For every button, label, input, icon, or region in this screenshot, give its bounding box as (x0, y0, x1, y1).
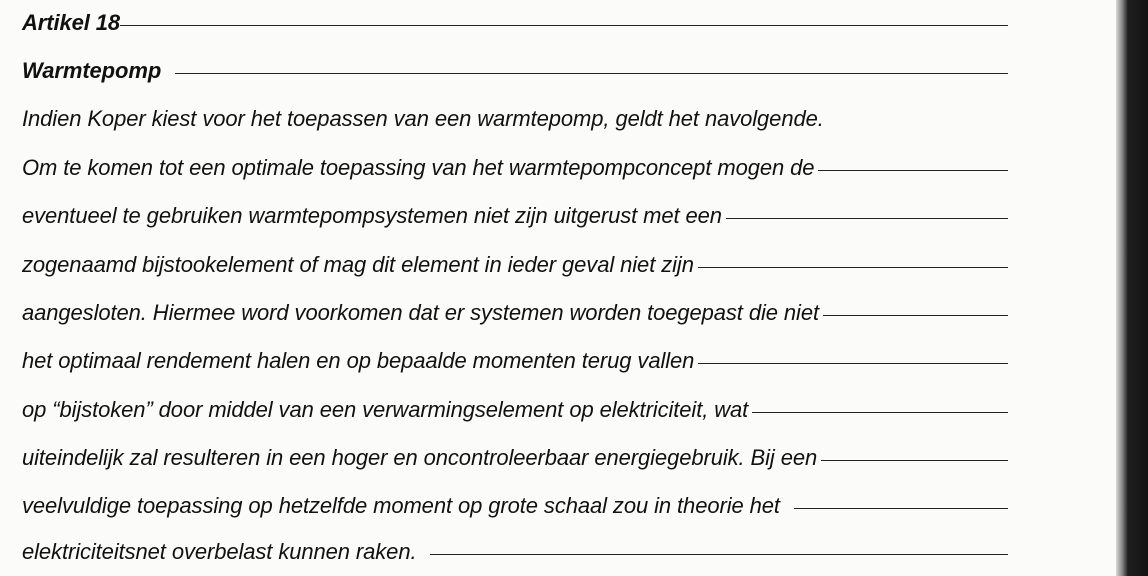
fill-rule (698, 267, 1008, 268)
fill-rule (698, 363, 1008, 364)
body-line (22, 196, 1008, 236)
body-line-text: Om te komen tot een optimale toepassing van het warmtepompconcept mogen de (22, 155, 815, 180)
fill-rule (752, 412, 1008, 413)
fill-rule (794, 508, 1008, 509)
article-number: Artikel 18 (22, 10, 121, 35)
body-line-text: het optimaal rendement halen en op bepaalde momenten terug vallen (22, 348, 695, 373)
body-line (22, 341, 1008, 381)
fill-rule (430, 554, 1008, 555)
article-title: Warmtepomp (22, 58, 162, 83)
body-line-text: aangesloten. Hiermee word voorkomen dat er systemen worden toegepast die niet (22, 300, 819, 325)
body-line-text: op “bijstoken” door middel van een verwarmingselement op elektriciteit, wat (22, 397, 749, 422)
body-line-text: eventueel te gebruiken warmtepompsystemen niet zijn uitgerust met een (22, 203, 722, 228)
fill-rule (821, 460, 1008, 461)
fill-rule (726, 218, 1008, 219)
scan-page-edge (1116, 0, 1148, 576)
body-line-text: Indien Koper kiest voor het toepassen van een warmtepomp, geldt het navolgende. (22, 106, 824, 131)
article-title-line (22, 51, 1008, 91)
body-line (22, 148, 1008, 188)
body-line (22, 245, 1008, 285)
body-line-text: elektriciteitsnet overbelast kunnen raken. (22, 539, 417, 564)
body-line (22, 486, 1008, 526)
body-line (22, 293, 1008, 333)
fill-rule (818, 170, 1008, 171)
article-heading-line (22, 3, 1008, 43)
body-line-text: uiteindelijk zal resulteren in een hoger en oncontroleerbaar energiegebruik. Bij een (22, 445, 818, 470)
fill-rule (120, 25, 1008, 26)
body-line (22, 390, 1008, 430)
body-line (22, 99, 1008, 139)
fill-rule (175, 73, 1008, 74)
fill-rule (823, 315, 1008, 316)
body-line-text: zogenaamd bijstookelement of mag dit element in ieder geval niet zijn (22, 252, 694, 277)
body-line-text: veelvuldige toepassing op hetzelfde moment op grote schaal zou in theorie het (22, 493, 780, 518)
body-line (22, 532, 1008, 572)
body-line (22, 438, 1008, 478)
